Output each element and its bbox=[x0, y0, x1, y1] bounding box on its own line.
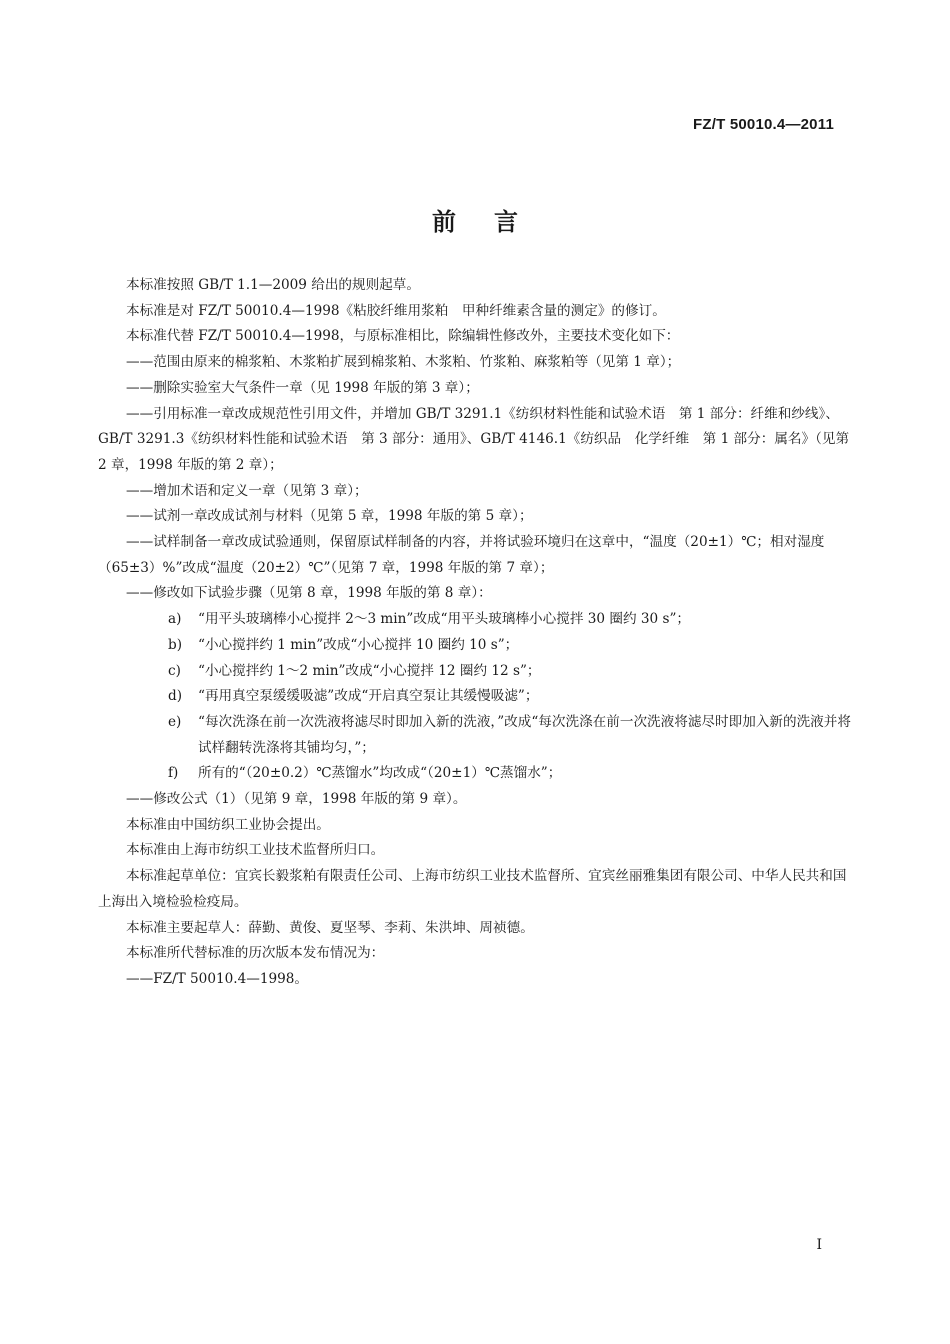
history-item: ——FZ/T 50010.4—1998。 bbox=[126, 970, 309, 987]
change-item: ——范围由原来的棉浆粕、木浆粕扩展到棉浆粕、木浆粕、竹浆粕、麻浆粕等（见第 1 章）； bbox=[126, 354, 681, 371]
change-item: ——修改如下试验步骤（见第 8 章，1998 年版的第 8 章）： bbox=[126, 585, 492, 602]
change-item: ——试样制备一章改成试验通则，保留原试样制备的内容，并将试验环境归在这章中，“温度（20±1）℃；相对湿度（65±3）%”改成“温度（20±2）℃”（见第 7 章，1998 年版的第 7 章）； bbox=[98, 534, 825, 576]
step-text: “再用真空泵缓缓吸滤”改成“开启真空泵让其缓慢吸滤”； bbox=[198, 688, 539, 705]
standard-code: FZ/T 50010.4—2011 bbox=[693, 116, 834, 133]
paragraph-drafting-units: 本标准起草单位：宜宾长毅浆粕有限责任公司、上海市纺织工业技术监督所、宜宾丝丽雅集团有限公司、中华人民共和国上海出入境检验检疫局。 bbox=[98, 868, 847, 910]
paragraph-drafters: 本标准主要起草人：薛勤、黄俊、夏坚琴、李莉、朱洪坤、周祯德。 bbox=[126, 919, 534, 936]
step-text: “小心搅拌约 1 min”改成“小心搅拌 10 圈约 10 s”； bbox=[198, 636, 519, 653]
paragraph-drafting-rules: 本标准按照 GB/T 1.1—2009 给出的规则起草。 bbox=[126, 277, 420, 293]
page-title: 前言 bbox=[432, 208, 556, 236]
paragraph-history-intro: 本标准所代替标准的历次版本发布情况为： bbox=[126, 945, 385, 962]
paragraph-revision: 本标准是对 FZ/T 50010.4—1998《粘胶纤维用浆粕 甲种纤维素含量的测定》的修订。 bbox=[126, 302, 666, 319]
step-item bbox=[98, 633, 854, 659]
step-label: d) bbox=[168, 688, 183, 705]
change-item: ——引用标准一章改成规范性引用文件，并增加 GB/T 3291.1《纺织材料性能和试验术语 第 1 部分：纤维和纱线》、GB/T 3291.3《纺织材料性能和试验术语 第 3 部分：通用》、GB/T 4146.1《纺织品 化学纤维 第 1 部分：属名》（见第 2 章，1998 年版的第 2 章）； bbox=[98, 405, 850, 473]
step-item bbox=[98, 607, 854, 633]
step-text: “用平头玻璃棒小心搅拌 2～3 min”改成“用平头玻璃棒小心搅拌 30 圈约 30 s”； bbox=[198, 611, 691, 628]
step-text: 所有的“（20±0.2）℃蒸馏水”均改成“（20±1）℃蒸馏水”； bbox=[198, 765, 562, 782]
step-label: c) bbox=[168, 662, 181, 679]
document-body bbox=[98, 273, 854, 993]
step-label: e) bbox=[168, 713, 182, 730]
paragraph-proposer: 本标准由中国纺织工业协会提出。 bbox=[126, 816, 330, 833]
step-text: “小心搅拌约 1～2 min”改成“小心搅拌 12 圈约 12 s”； bbox=[198, 662, 541, 679]
step-text: “每次洗涤在前一次洗液将滤尽时即加入新的洗液，”改成“每次洗涤在前一次洗液将滤尽时即加入新的洗液并将试样翻转洗涤将其铺均匀，”； bbox=[198, 713, 851, 756]
paragraph-centralized: 本标准由上海市纺织工业技术监督所归口。 bbox=[126, 842, 385, 859]
change-item: ——试剂一章改成试剂与材料（见第 5 章，1998 年版的第 5 章）； bbox=[126, 508, 533, 525]
page-number: I bbox=[816, 1237, 822, 1253]
step-label: b) bbox=[168, 636, 183, 653]
change-item: ——增加术语和定义一章（见第 3 章）； bbox=[126, 482, 368, 499]
step-label: a) bbox=[168, 611, 182, 628]
step-item bbox=[98, 761, 854, 787]
step-label: f) bbox=[168, 765, 179, 782]
paragraph-replacement: 本标准代替 FZ/T 50010.4—1998，与原标准相比，除编辑性修改外，主要技术变化如下： bbox=[126, 328, 680, 345]
step-item bbox=[98, 659, 854, 685]
step-item bbox=[98, 710, 854, 761]
step-item bbox=[98, 684, 854, 710]
change-item-formula: ——修改公式（1）（见第 9 章，1998 年版的第 9 章）。 bbox=[126, 791, 467, 808]
change-item: ——删除实验室大气条件一章（见 1998 年版的第 3 章）； bbox=[126, 379, 479, 396]
